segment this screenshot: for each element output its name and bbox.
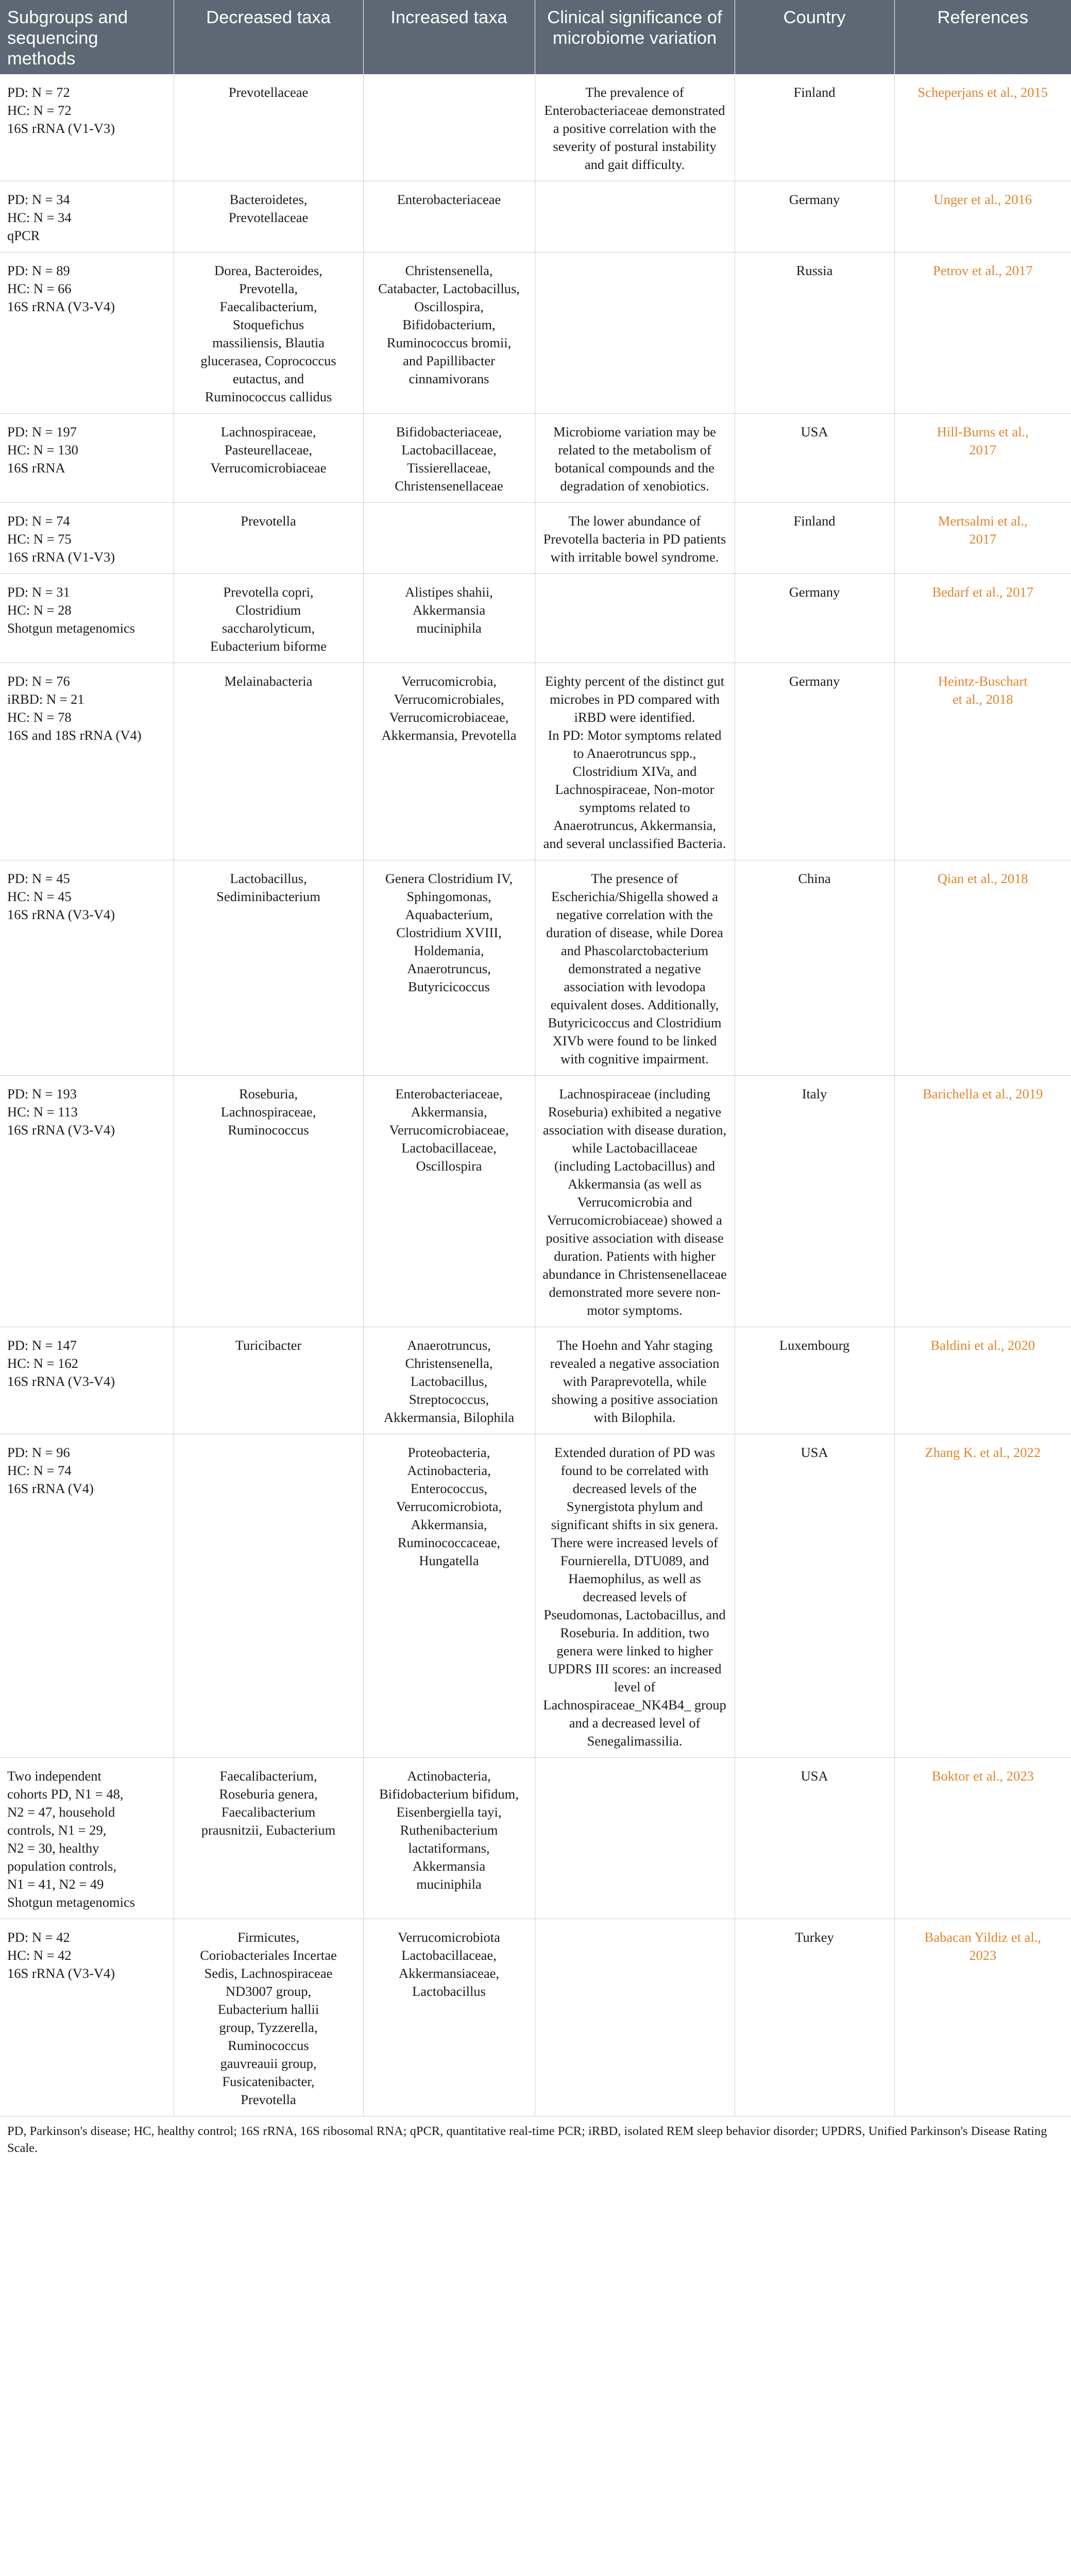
cell-subgroups: PD: N = 34 HC: N = 34 qPCR [0,181,174,252]
cell-decreased-taxa: Dorea, Bacteroides, Prevotella, Faecalibacterium, Stoquefichus massiliensis, Blautia glucerasea, Coprococcus eutactus, and Ruminococcus callidus [174,252,363,414]
cell-subgroups: PD: N = 31 HC: N = 28 Shotgun metagenomics [0,574,174,663]
table-row [0,1076,1071,1327]
cell-subgroups: Two independent cohorts PD, N1 = 48, N2 = 47, household controls, N1 = 29, N2 = 30, healthy population controls, N1 = 41, N2 = 49 Shotgun metagenomics [0,1758,174,1919]
table-row [0,1919,1071,2116]
cell-country: Germany [735,663,894,860]
header-clinical-significance: Clinical significance of microbiome variation [535,0,735,74]
cell-increased-taxa: Enterobacteriaceae, Akkermansia, Verrucomicrobiaceae, Lactobacillaceae, Oscillospira [363,1076,535,1327]
reference-link[interactable]: Scheperjans et al., 2015 [894,74,1071,181]
cell-decreased-taxa: Firmicutes, Coriobacteriales Incertae Sedis, Lachnospiraceae ND3007 group, Eubacterium hallii group, Tyzzerella, Ruminococcus gauvreauii group, Fusicatenibacter, Prevotella [174,1919,363,2116]
cell-country: Finland [735,503,894,574]
cell-country: Turkey [735,1919,894,2116]
cell-decreased-taxa: Bacteroidetes, Prevotellaceae [174,181,363,252]
cell-country: USA [735,414,894,503]
cell-increased-taxa: Verrucomicrobia, Verrucomicrobiales, Verrucomicrobiaceae, Akkermansia, Prevotella [363,663,535,860]
cell-country: Germany [735,181,894,252]
cell-decreased-taxa: Turicibacter [174,1327,363,1434]
cell-clinical-significance [535,1919,735,2116]
cell-subgroups: PD: N = 96 HC: N = 74 16S rRNA (V4) [0,1434,174,1758]
cell-subgroups: PD: N = 193 HC: N = 113 16S rRNA (V3-V4) [0,1076,174,1327]
table-body [0,74,1071,2116]
table-row [0,1434,1071,1758]
cell-subgroups: PD: N = 45 HC: N = 45 16S rRNA (V3-V4) [0,860,174,1076]
cell-increased-taxa: Proteobacteria, Actinobacteria, Enterococcus, Verrucomicrobiota, Akkermansia, Ruminococcaceae, Hungatella [363,1434,535,1758]
cell-clinical-significance: The prevalence of Enterobacteriaceae demonstrated a positive correlation with the severity of postural instability and gait difficulty. [535,74,735,181]
cell-subgroups: PD: N = 197 HC: N = 130 16S rRNA [0,414,174,503]
reference-link[interactable]: Baldini et al., 2020 [894,1327,1071,1434]
cell-clinical-significance: The Hoehn and Yahr staging revealed a negative association with Paraprevotella, while showing a positive association with Bilophila. [535,1327,735,1434]
reference-link[interactable]: Hill-Burns et al., 2017 [894,414,1071,503]
cell-subgroups: PD: N = 72 HC: N = 72 16S rRNA (V1-V3) [0,74,174,181]
reference-link[interactable]: Heintz-Buschart et al., 2018 [894,663,1071,860]
reference-link[interactable]: Petrov et al., 2017 [894,252,1071,414]
table-row [0,252,1071,414]
cell-subgroups: PD: N = 147 HC: N = 162 16S rRNA (V3-V4) [0,1327,174,1434]
table-row [0,414,1071,503]
table-row [0,503,1071,574]
table-footnote: PD, Parkinson's disease; HC, healthy control; 16S rRNA, 16S ribosomal RNA; qPCR, quantitative real-time PCR; iRBD, isolated REM sleep behavior disorder; UPDRS, Unified Parkinson's Disease Rating Scale. [7,2124,1047,2155]
cell-clinical-significance [535,574,735,663]
cell-clinical-significance: Microbiome variation may be related to the metabolism of botanical compounds and the degradation of xenobiotics. [535,414,735,503]
cell-country: China [735,860,894,1076]
reference-link[interactable]: Barichella et al., 2019 [894,1076,1071,1327]
cell-clinical-significance: The presence of Escherichia/Shigella showed a negative correlation with the duration of disease, while Dorea and Phascolarctobacterium demonstrated a negative association with levodopa equivalent doses. Additionally, Butyricicoccus and Clostridium XIVb were found to be linked with cognitive impairment. [535,860,735,1076]
cell-increased-taxa: Genera Clostridium IV, Sphingomonas, Aquabacterium, Clostridium XVIII, Holdemania, Anaerotruncus, Butyricicoccus [363,860,535,1076]
cell-country: USA [735,1434,894,1758]
cell-country: Luxembourg [735,1327,894,1434]
table-row [0,181,1071,252]
cell-increased-taxa [363,74,535,181]
cell-increased-taxa: Verrucomicrobiota Lactobacillaceae, Akkermansiaceae, Lactobacillus [363,1919,535,2116]
reference-link[interactable]: Boktor et al., 2023 [894,1758,1071,1919]
cell-decreased-taxa: Prevotellaceae [174,74,363,181]
cell-subgroups: PD: N = 76 iRBD: N = 21 HC: N = 78 16S and 18S rRNA (V4) [0,663,174,860]
table-row [0,74,1071,181]
cell-increased-taxa [363,503,535,574]
cell-decreased-taxa [174,1434,363,1758]
reference-link[interactable]: Qian et al., 2018 [894,860,1071,1076]
table-row [0,1327,1071,1434]
table-row [0,860,1071,1076]
cell-increased-taxa: Alistipes shahii, Akkermansia muciniphila [363,574,535,663]
header-decreased-taxa: Decreased taxa [174,0,363,74]
reference-link[interactable]: Bedarf et al., 2017 [894,574,1071,663]
cell-clinical-significance [535,252,735,414]
header-references: References [894,0,1071,74]
cell-decreased-taxa: Lactobacillus, Sediminibacterium [174,860,363,1076]
table-row [0,663,1071,860]
cell-decreased-taxa: Prevotella [174,503,363,574]
cell-increased-taxa: Bifidobacteriaceae, Lactobacillaceae, Tissierellaceae, Christensenellaceae [363,414,535,503]
cell-increased-taxa: Enterobacteriaceae [363,181,535,252]
cell-decreased-taxa: Faecalibacterium, Roseburia genera, Faecalibacterium prausnitzii, Eubacterium [174,1758,363,1919]
cell-increased-taxa: Actinobacteria, Bifidobacterium bifidum, Eisenbergiella tayi, Ruthenibacterium lactatiformans, Akkermansia muciniphila [363,1758,535,1919]
cell-decreased-taxa: Roseburia, Lachnospiraceae, Ruminococcus [174,1076,363,1327]
header-country: Country [735,0,894,74]
reference-link[interactable]: Mertsalmi et al., 2017 [894,503,1071,574]
reference-link[interactable]: Zhang K. et al., 2022 [894,1434,1071,1758]
cell-clinical-significance: Extended duration of PD was found to be correlated with decreased levels of the Synergistota phylum and significant shifts in six genera. There were increased levels of Fournierella, DTU089, and Haemophilus, as well as decreased levels of Pseudomonas, Lactobacillus, and Roseburia. In addition, two genera were linked to higher UPDRS III scores: an increased level of Lachnospiraceae_NK4B4_ group and a decreased level of Senegalimassilia. [535,1434,735,1758]
cell-country: USA [735,1758,894,1919]
cell-clinical-significance [535,1758,735,1919]
table-header [0,0,1071,74]
reference-link[interactable]: Unger et al., 2016 [894,181,1071,252]
reference-link[interactable]: Babacan Yildiz et al., 2023 [894,1919,1071,2116]
cell-subgroups: PD: N = 89 HC: N = 66 16S rRNA (V3-V4) [0,252,174,414]
table-row [0,574,1071,663]
cell-clinical-significance: Eighty percent of the distinct gut microbes in PD compared with iRBD were identified. In PD: Motor symptoms related to Anaerotruncus spp., Clostridium XIVa, and Lachnospiraceae, Non-motor symptoms related to Anaerotruncus, Akkermansia, and several unclassified Bacteria. [535,663,735,860]
cell-increased-taxa: Christensenella, Catabacter, Lactobacillus, Oscillospira, Bifidobacterium, Ruminococcus bromii, and Papillibacter cinnamivorans [363,252,535,414]
cell-country: Germany [735,574,894,663]
cell-country: Italy [735,1076,894,1327]
cell-decreased-taxa: Lachnospiraceae, Pasteurellaceae, Verrucomicrobiaceae [174,414,363,503]
header-increased-taxa: Increased taxa [363,0,535,74]
cell-decreased-taxa: Melainabacteria [174,663,363,860]
cell-country: Finland [735,74,894,181]
cell-clinical-significance: Lachnospiraceae (including Roseburia) exhibited a negative association with disease duration, while Lactobacillaceae (including Lactobacillus) and Akkermansia (as well as Verrucomicrobia and Verrucomicrobiaceae) showed a positive association with disease duration. Patients with higher abundance in Christensenellaceae demonstrated more severe non-motor symptoms. [535,1076,735,1327]
header-subgroups: Subgroups and sequencing methods [0,0,174,74]
cell-country: Russia [735,252,894,414]
table-row [0,1758,1071,1919]
cell-increased-taxa: Anaerotruncus, Christensenella, Lactobacillus, Streptococcus, Akkermansia, Bilophila [363,1327,535,1434]
cell-clinical-significance: The lower abundance of Prevotella bacteria in PD patients with irritable bowel syndrome. [535,503,735,574]
cell-subgroups: PD: N = 42 HC: N = 42 16S rRNA (V3-V4) [0,1919,174,2116]
cell-subgroups: PD: N = 74 HC: N = 75 16S rRNA (V1-V3) [0,503,174,574]
cell-clinical-significance [535,181,735,252]
cell-decreased-taxa: Prevotella copri, Clostridium saccharolyticum, Eubacterium biforme [174,574,363,663]
